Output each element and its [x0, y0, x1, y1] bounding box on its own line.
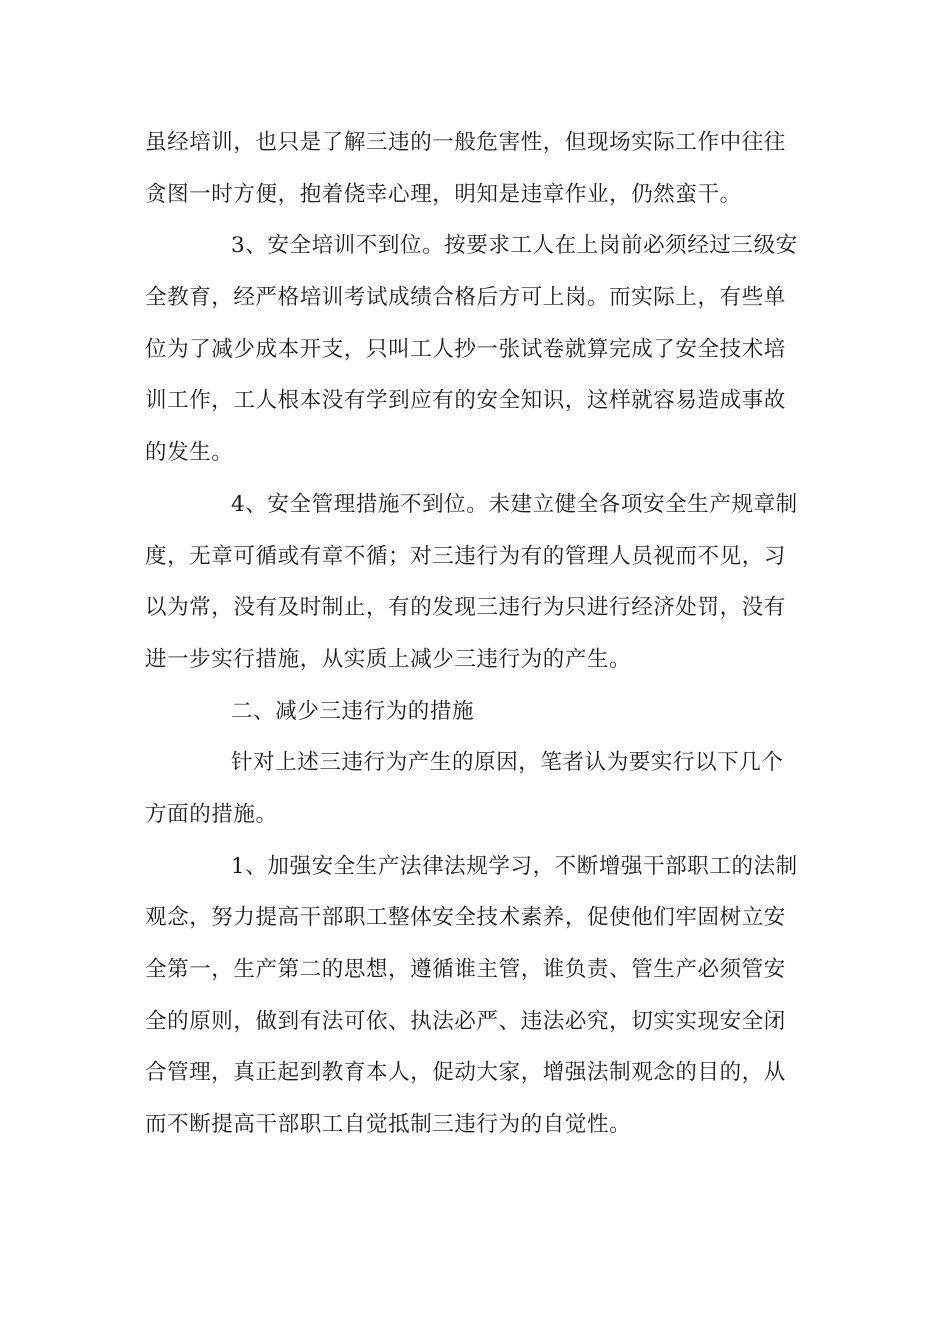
text-line: 全的原则，做到有法可依、执法必严、违法必究，切实实现安全闭 — [145, 1008, 786, 1034]
text-line: 位为了减少成本开支，只叫工人抄一张试卷就算完成了安全技术培 — [145, 336, 786, 362]
text-line: 而不断提高干部职工自觉抵制三违行为的自觉性。 — [145, 1112, 632, 1138]
text-line: 的发生。 — [145, 440, 234, 466]
text-line: 全第一，生产第二的思想，遵循谁主管，谁负责、管生产必须管安 — [145, 957, 786, 982]
paragraph-start-line: 4、安全管理措施不到位。未建立健全各项安全生产规章制 — [231, 491, 798, 517]
paragraph-start-line: 1、加强安全生产法律法规学习，不断增强干部职工的法制 — [231, 853, 798, 879]
text-line: 合管理，真正起到教育本人，促动大家，增强法制观念的目的，从 — [145, 1060, 786, 1086]
text-line: 以为常，没有及时制止，有的发现三违行为只进行经济处罚，没有 — [145, 595, 786, 621]
text-line: 训工作，工人根本没有学到应有的安全知识，这样就容易造成事故 — [145, 388, 786, 414]
text-line: 度，无章可循或有章不循；对三违行为有的管理人员视而不见，习 — [145, 543, 786, 569]
text-line: 贪图一时方便，抱着侥幸心理，明知是违章作业，仍然蛮干。 — [145, 181, 742, 207]
text-line: 全教育，经严格培训考试成绩合格后方可上岗。而实际上，有些单 — [145, 285, 786, 311]
text-line: 方面的措施。 — [145, 801, 278, 827]
section-heading: 二、减少三违行为的措施 — [231, 698, 475, 724]
text-line: 虽经培训，也只是了解三违的一般危害性，但现场实际工作中往往 — [145, 130, 786, 155]
text-line: 观念，努力提高干部职工整体安全技术素养，促使他们牢固树立安 — [145, 905, 786, 931]
document-body — [145, 117, 805, 1151]
paragraph-start-line: 针对上述三违行为产生的原因，笔者认为要实行以下几个 — [231, 750, 784, 776]
text-line: 进一步实行措施，从实质上减少三违行为的产生。 — [145, 646, 632, 672]
paragraph-start-line: 3、安全培训不到位。按要求工人在上岗前必须经过三级安 — [231, 233, 798, 259]
